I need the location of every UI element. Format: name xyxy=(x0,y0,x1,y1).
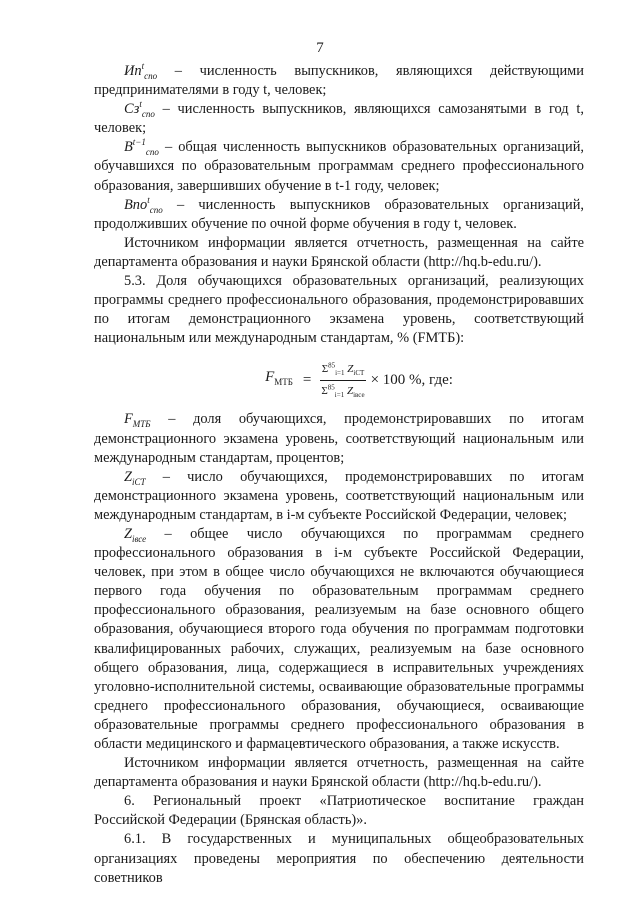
definition-sz-text: – численность выпускников, являющихся самозанятыми в год t, человек; xyxy=(94,101,584,137)
formula-fraction xyxy=(319,360,366,401)
definition-zict xyxy=(94,468,584,525)
definition-zivse xyxy=(94,525,584,754)
formula-equals: = xyxy=(302,371,312,388)
symbol-vpo: Впо$^t_{спо}$ xyxy=(124,194,163,215)
symbol-sz: $Сз^t_{спо}$ xyxy=(124,99,155,120)
section-5-3: 5.3. Доля обучающихся образовательных организаций, реализующих программы среднего профессионального образования, продемонстрировавших по итогам демонстрационного экзамена уровень, соответствующий национальным или международным стандартам, % (FМТБ): xyxy=(94,273,584,347)
symbol-zict: $Z_{iСТ}$ xyxy=(124,468,146,487)
definition-vpo-text: – численность выпускников образовательных организаций, продолживших обучение по очной форме обучения в году t, человек. xyxy=(94,196,584,232)
definition-v-text: – общая численность выпускников образовательных организаций, обучавшихся по образовательным программам среднего профессионального образования, завершивших обучение в t-1 году, человек; xyxy=(94,139,584,194)
formula-fmtb xyxy=(134,358,584,402)
definition-ip-text: – численность выпускников, являющихся действующими предпринимателями в году t, человек; xyxy=(94,63,584,99)
section-6-heading: 6. Региональный проект «Патриотическое воспитание граждан Российской Федерации (Брянская область)». xyxy=(94,793,584,829)
source-note-2: Источником информации является отчетность, размещенная на сайте департамента образования и науки Брянской области (http://hq.b-edu.ru/). xyxy=(94,755,584,791)
formula-denominator: $\Sigma^{85}_{i=1}$ $Z_{iвсе}$ xyxy=(321,383,365,400)
source-note-1: Источником информации является отчетность, размещенная на сайте департамента образования и науки Брянской области (http://hq.b-edu.ru/). xyxy=(94,234,584,270)
symbol-zivse: $Z_{iвсе}$ xyxy=(124,525,147,544)
formula-numerator: $\Sigma^{85}_{i=1}$ $Z_{iСТ}$ xyxy=(320,360,367,381)
definition-ip xyxy=(94,62,584,100)
section-6-1: 6.1. В государственных и муниципальных общеобразовательных организациях проведены мероприятия по обеспечению деятельности советников xyxy=(94,831,584,886)
definition-vpo xyxy=(94,196,584,234)
document-body xyxy=(94,62,584,888)
formula-rhs: × 100 %, где: xyxy=(370,371,453,388)
definition-sz xyxy=(94,100,584,138)
definition-zict-text: – число обучающихся, продемонстрировавших по итогам демонстрационного экзамена уровень, соответствующий национальным или международным стандартам, в i-м субъекте Российской Федерации, человек; xyxy=(94,468,584,523)
definition-zivse-text: – общее число обучающихся по программам среднего профессионального образования в i-м субъекте Российской Федерации, человек, при этом в общее число обучающихся не включаются обучающиеся первого года обучения по образовательным программам среднего профессионального образования, реализуемым на базе основного общего образования, обучающиеся второго года обучения по программам подготовки квалифицированных рабочих, служащих, реализуемым на базе основного общего образования, лица, содержащиеся в исправительных учреждениях уголовно-исполнительной системы, осваивающие образовательные программы среднего профессионального образования, обучающиеся, осваивающие образовательные программы среднего профессионального образования в области медицинского и фармацевтического образования, а также искусств. xyxy=(94,525,584,752)
symbol-v: $В^{t-1}_{спо}$ xyxy=(124,137,159,158)
formula-lhs: $F_{МТБ}$ xyxy=(265,369,293,388)
definition-fmtb xyxy=(94,410,584,467)
definition-v xyxy=(94,138,584,195)
symbol-ip: $Ип^t_{спо}$ xyxy=(124,61,158,81)
definition-fmtb-text: – доля обучающихся, продемонстрировавших по итогам демонстрационного экзамена уровень, соответствующий национальным или международным стандартам, процентов; xyxy=(94,411,584,466)
symbol-fmtb: $F_{МТБ}$ xyxy=(124,411,151,430)
page-number: 7 xyxy=(316,40,324,56)
